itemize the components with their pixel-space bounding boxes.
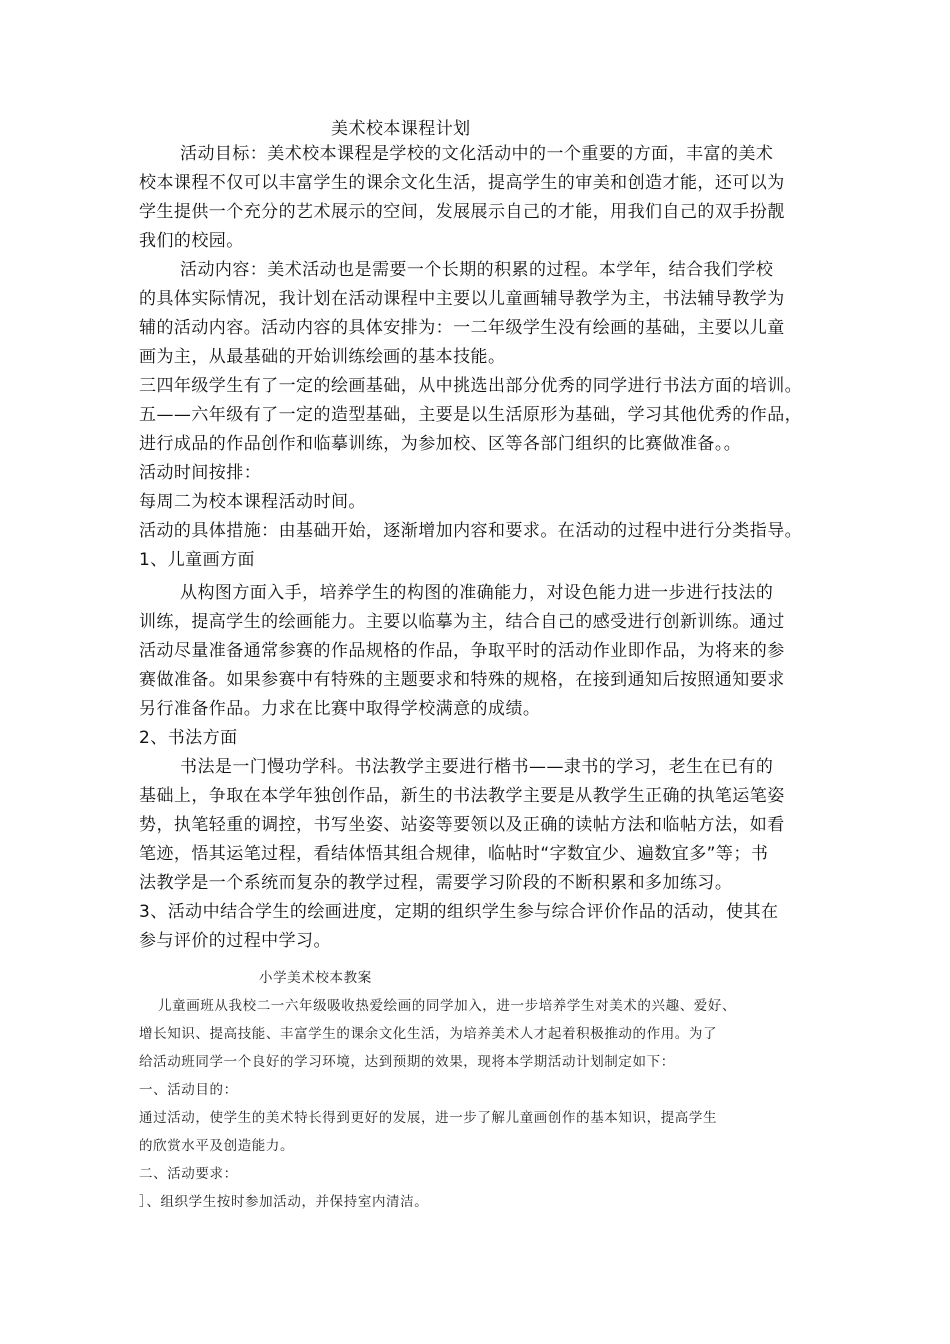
content-paragraph-line: 画为主，从最基础的开始训练绘画的基本技能。 [139, 347, 506, 367]
content-paragraph-line: 的具体实际情况，我计划在活动课程中主要以儿童画辅导教学为主，书法辅导教学为 [139, 289, 785, 309]
goal-paragraph-line: 我们的校园。 [139, 231, 244, 251]
goal-paragraph-line: 活动目标：美术校本课程是学校的文化活动中的一个重要的方面，丰富的美术 [180, 144, 774, 164]
requirements-item: ］、组织学生按时参加活动，并保持室内清洁。 [139, 1194, 429, 1210]
measures-text: 活动的具体措施：由基础开始，逐渐增加内容和要求。在活动的过程中进行分类指导。 [139, 521, 803, 541]
document-title: 美术校本课程计划 [331, 119, 471, 139]
evaluation-paragraph-line: 参与评价的过程中学习。 [139, 931, 331, 951]
content-paragraph-line: 进行成品的作品创作和临摹训练，为参加校、区等各部门组织的比赛做准备。。 [139, 434, 742, 454]
calligraphy-paragraph-line: 势，执笔轻重的调控，书写坐姿、站姿等要领以及正确的读帖方法和临帖方法，如看 [139, 815, 785, 835]
intro-paragraph-line: 儿童画班从我校二一六年级吸收热爱绘画的同学加入，进一步培养学生对美术的兴趣、爱好、 [158, 998, 737, 1014]
calligraphy-paragraph-line: 书法是一门慢功学科。书法教学主要进行楷书——隶书的学习，老生在已有的 [180, 757, 774, 777]
drawing-paragraph-line: 训练，提高学生的绘画能力。主要以临摹为主，结合自己的感受进行创新训练。通过 [139, 612, 785, 632]
section-heading-evaluation: 3、活动中结合学生的绘画进度，定期的组织学生参与综合评价作品的活动，使其在 [139, 902, 779, 922]
drawing-paragraph-line: 赛做准备。如果参赛中有特殊的主题要求和特殊的规格，在接到通知后按照通知要求 [139, 670, 785, 690]
schedule-text: 每周二为校本课程活动时间。 [139, 492, 366, 512]
calligraphy-paragraph-line: 法教学是一个系统而复杂的教学过程，需要学习阶段的不断积累和多加练习。 [139, 873, 733, 893]
purpose-paragraph-line: 通过活动，使学生的美术特长得到更好的发展，进一步了解儿童画创作的基本知识，提高学生 [139, 1110, 718, 1126]
content-paragraph-line: 五——六年级有了一定的造型基础，主要是以生活原形为基础，学习其他优秀的作品， [139, 405, 803, 425]
section-heading-calligraphy: 2、书法方面 [139, 728, 238, 748]
content-paragraph-line: 辅的活动内容。活动内容的具体安排为：一二年级学生没有绘画的基础，主要以儿童 [139, 318, 785, 338]
content-paragraph-line: 三四年级学生有了一定的绘画基础，从中挑选出部分优秀的同学进行书法方面的培训。 [139, 376, 803, 396]
intro-paragraph-line: 给活动班同学一个良好的学习环境，达到预期的效果，现将本学期活动计划制定如下： [139, 1054, 675, 1070]
purpose-heading: 一、活动目的： [139, 1082, 238, 1098]
second-document-title: 小学美术校本教案 [259, 970, 372, 986]
purpose-paragraph-line: 的欣赏水平及创造能力。 [139, 1138, 295, 1154]
content-paragraph-line: 活动内容：美术活动也是需要一个长期的积累的过程。本学年，结合我们学校 [180, 260, 774, 280]
goal-paragraph-line: 学生提供一个充分的艺术展示的空间，发展展示自己的才能，用我们自己的双手扮靓 [139, 202, 785, 222]
drawing-paragraph-line: 活动尽量准备通常参赛的作品规格的作品，争取平时的活动作业即作品，为将来的参 [139, 641, 785, 661]
calligraphy-paragraph-line: 基础上，争取在本学年独创作品，新生的书法教学主要是从教学生正确的执笔运笔姿 [139, 786, 785, 806]
goal-paragraph-line: 校本课程不仅可以丰富学生的课余文化生活，提高学生的审美和创造才能，还可以为 [139, 173, 785, 193]
requirements-heading: 二、活动要求： [139, 1166, 238, 1182]
section-heading-children-drawing: 1、儿童画方面 [139, 550, 255, 570]
schedule-heading: 活动时间按排： [139, 463, 262, 483]
intro-paragraph-line: 增长知识、提高技能、丰富学生的课余文化生活，为培养美术人才起着积极推动的作用。为了 [139, 1026, 718, 1042]
drawing-paragraph-line: 从构图方面入手，培养学生的构图的准确能力，对设色能力进一步进行技法的 [180, 583, 774, 603]
drawing-paragraph-line: 另行准备作品。力求在比赛中取得学校满意的成绩。 [139, 699, 541, 719]
calligraphy-paragraph-line: 笔迹，悟其运笔过程，看结体悟其组合规律，临帖时“字数宜少、遍数宜多”等；书 [139, 844, 769, 864]
